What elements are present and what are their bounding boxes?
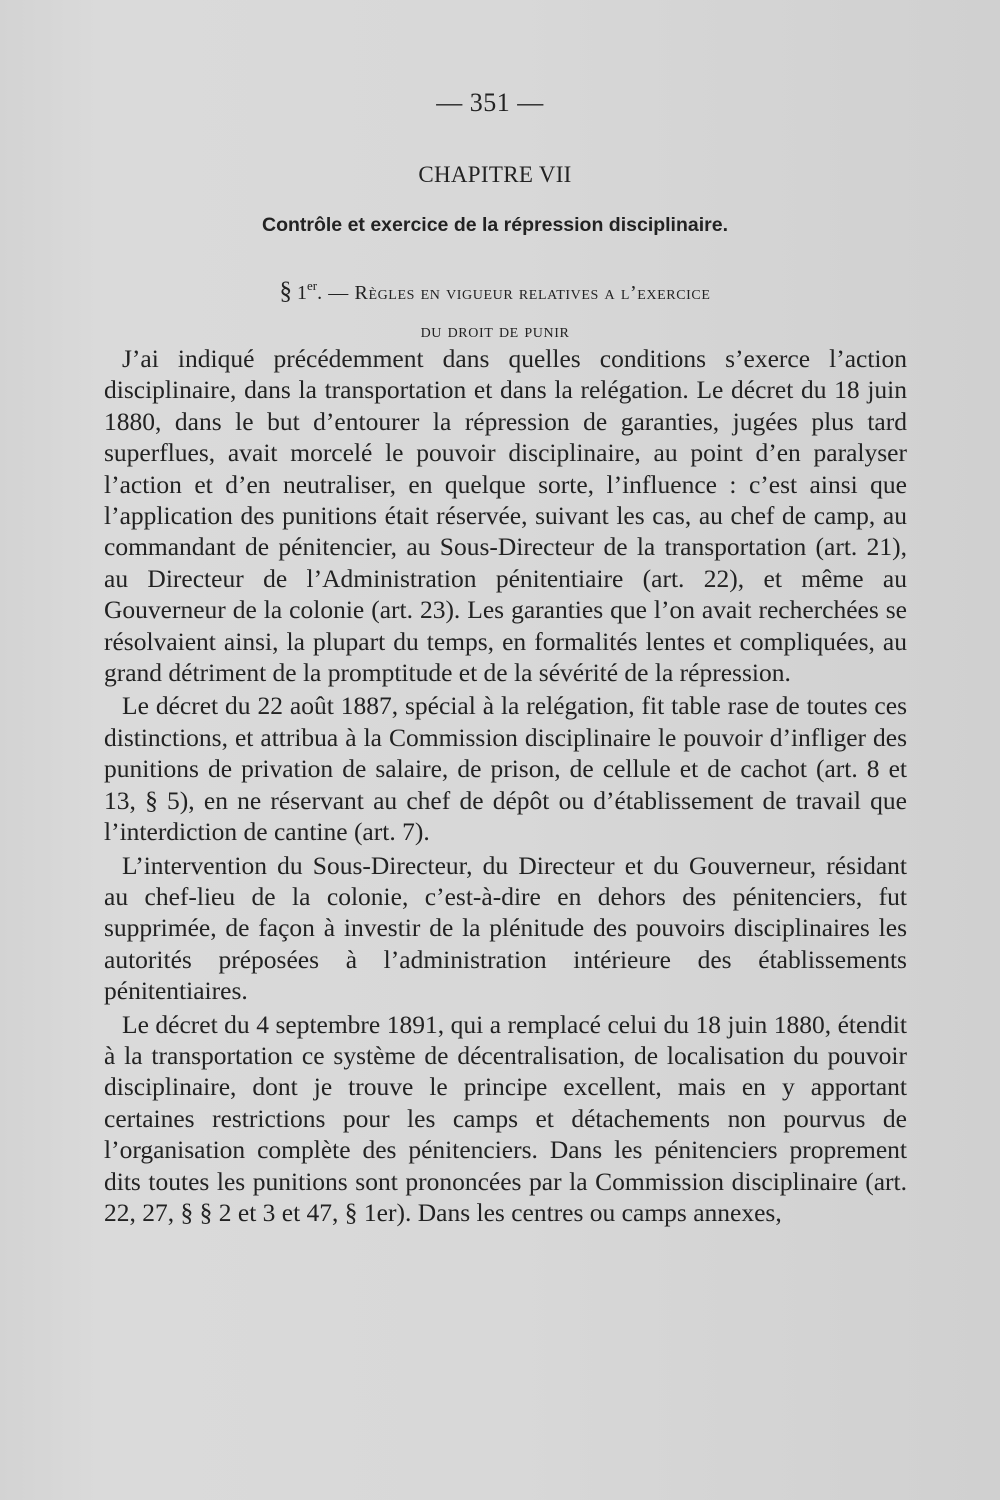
chapter-subtitle: Contrôle et exercice de la répression disciplinaire. <box>261 214 729 236</box>
section-title-line-1: . — Règles en vigueur relatives a l’exercice <box>317 282 711 304</box>
section-heading-line-1 <box>0 267 990 312</box>
paragraph: J’ai indiqué précédemment dans quelles conditions s’exerce l’action disciplinaire, dans la transportation et dans la relégation. Le décret du 18 juin 1880, dans le but d’entourer la répression de garanties, jugées plus tard superflues, avait morcelé le pouvoir disciplinaire, au point d’en paralyser l’action et d’en neutraliser, en quelque sorte, l’influence : c’est ainsi que l’application des punitions était réservée, suivant les cas, au chef de camp, au commandant de pénitencier, au Sous-Directeur de la transportation (art. 21), au Directeur de l’Administration pénitentiaire (art. 22), et même au Gouverneur de la colonie (art. 23). Les garanties que l’on avait recherchées se résolvaient ainsi, la plupart du temps, en formalités lentes et compliquées, au grand détriment de la promptitude et de la sévérité de la répression. <box>104 344 907 688</box>
section-symbol: § <box>279 278 292 305</box>
section-number-suffix: er <box>307 278 318 293</box>
paragraph: Le décret du 22 août 1887, spécial à la relégation, fit table rase de toutes ces distinctions, et attribua à la Commission disciplinaire le pouvoir d’infliger des punitions de privation de salaire, de prison, de cellule et de cachot (art. 8 et 13, § 5), en ne réservant au chef de dépôt ou d’établissement de travail que l’interdiction de cantine (art. 7). <box>104 691 907 847</box>
paragraph: L’intervention du Sous-Directeur, du Directeur et du Gouverneur, résidant au chef-lieu de la colonie, c’est-à-dire en dehors des pénitenciers, fut supprimée, de façon à investir de la plénitude des pouvoirs disciplinaires les autorités préposées à l’administration intérieure des établissements pénitentiaires. <box>104 850 907 1006</box>
section-heading <box>0 267 990 350</box>
chapter-title: CHAPITRE VII <box>418 162 572 187</box>
section-title-line-2: du droit de punir <box>420 320 570 342</box>
page-number: — 351 — <box>436 88 544 117</box>
paragraph: Le décret du 4 septembre 1891, qui a remplacé celui du 18 juin 1880, étendit à la transportation ce système de décentralisation, de localisation du pouvoir disciplinaire, dont je trouve le principe excellent, mais en y apportant certaines restrictions pour les camps et détachements non pourvus de l’organisation complète des pénitenciers. Dans les pénitenciers proprement dits toutes les punitions sont prononcées par la Commission disciplinaire (art. 22, 27, § § 2 et 3 et 47, § 1er). Dans les centres ou camps annexes, <box>104 1009 907 1227</box>
section-number: 1 <box>297 282 307 304</box>
body-text <box>104 343 907 1228</box>
